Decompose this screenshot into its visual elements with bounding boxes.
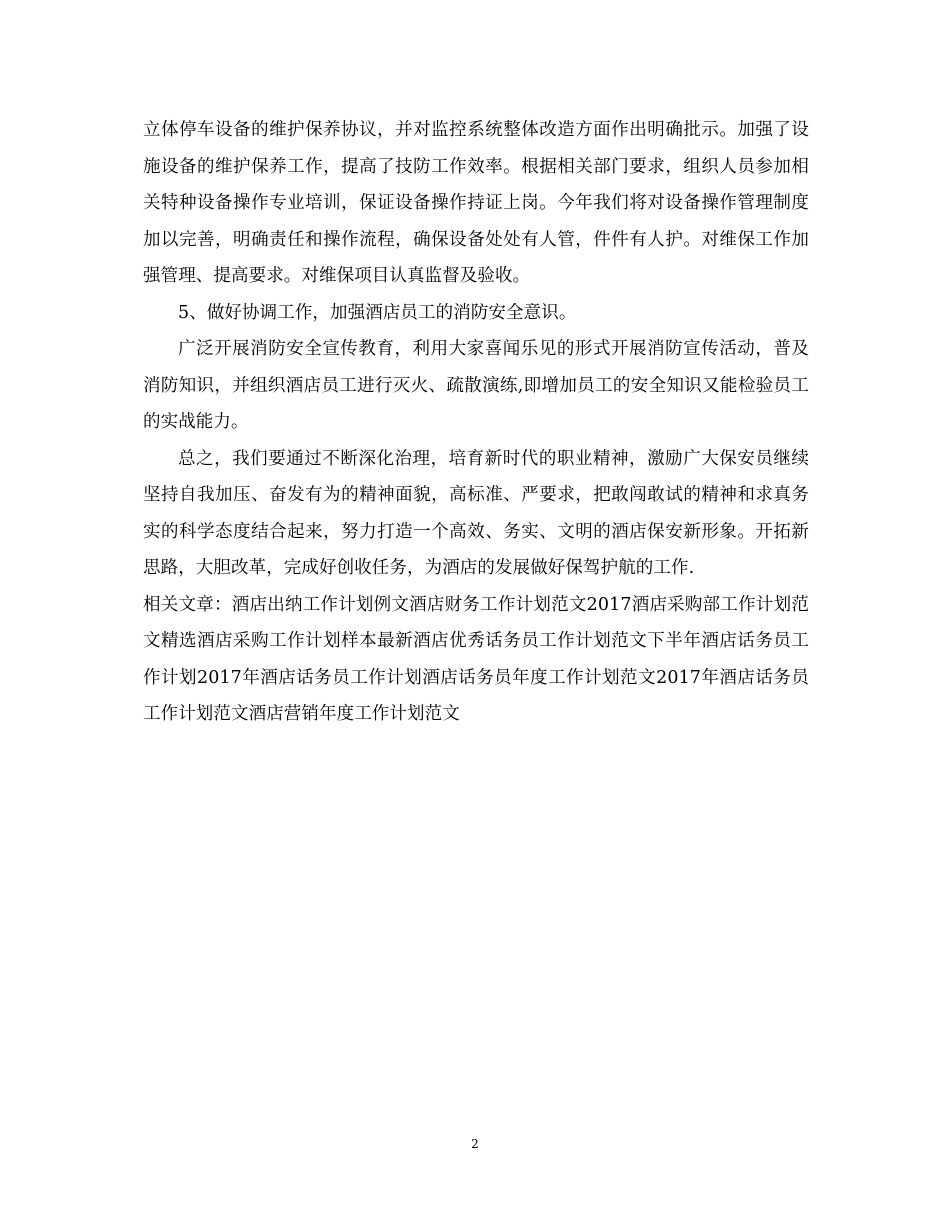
document-body: [143, 112, 809, 733]
paragraph-summary: 总之，我们要通过不断深化治理，培育新时代的职业精神，激励广大保安员继续坚持自我加压、奋发有为的精神面貌，高标准、严要求，把敢闯敢试的精神和求真务实的科学态度结合起来，努力打造一个高效、务实、文明的酒店保安新形象。开拓新思路，大胆改革，完成好创收任务，为酒店的发展做好保驾护航的工作.: [143, 448, 809, 578]
paragraph-heading-coordination: 5、做好协调工作，加强酒店员工的消防安全意识。: [178, 302, 577, 323]
page-number: 2: [471, 1137, 479, 1151]
paragraph-fire-safety: 广泛开展消防安全宣传教育，利用大家喜闻乐见的形式开展消防宣传活动，普及消防知识，并组织酒店员工进行灭火、疏散演练,即增加员工的安全知识又能检验员工的实战能力。: [143, 339, 809, 432]
paragraph-maintenance: 立体停车设备的维护保养协议，并对监控系统整体改造方面作出明确批示。加强了设施设备的维护保养工作，提高了技防工作效率。根据相关部门要求，组织人员参加相关特种设备操作专业培训，保证设备操作持证上岗。今年我们将对设备操作管理制度加以完善，明确责任和操作流程，确保设备处处有人管，件件有人护。对维保工作加强管理、提高要求。对维保项目认真监督及验收。: [143, 120, 809, 286]
paragraph-related-articles: 相关文章：酒店出纳工作计划例文酒店财务工作计划范文2017酒店采购部工作计划范文精选酒店采购工作计划样本最新酒店优秀话务员工作计划范文下半年酒店话务员工作计划2017年酒店话务员工作计划酒店话务员年度工作计划范文2017年酒店话务员工作计划范文酒店营销年度工作计划范文: [143, 594, 809, 724]
